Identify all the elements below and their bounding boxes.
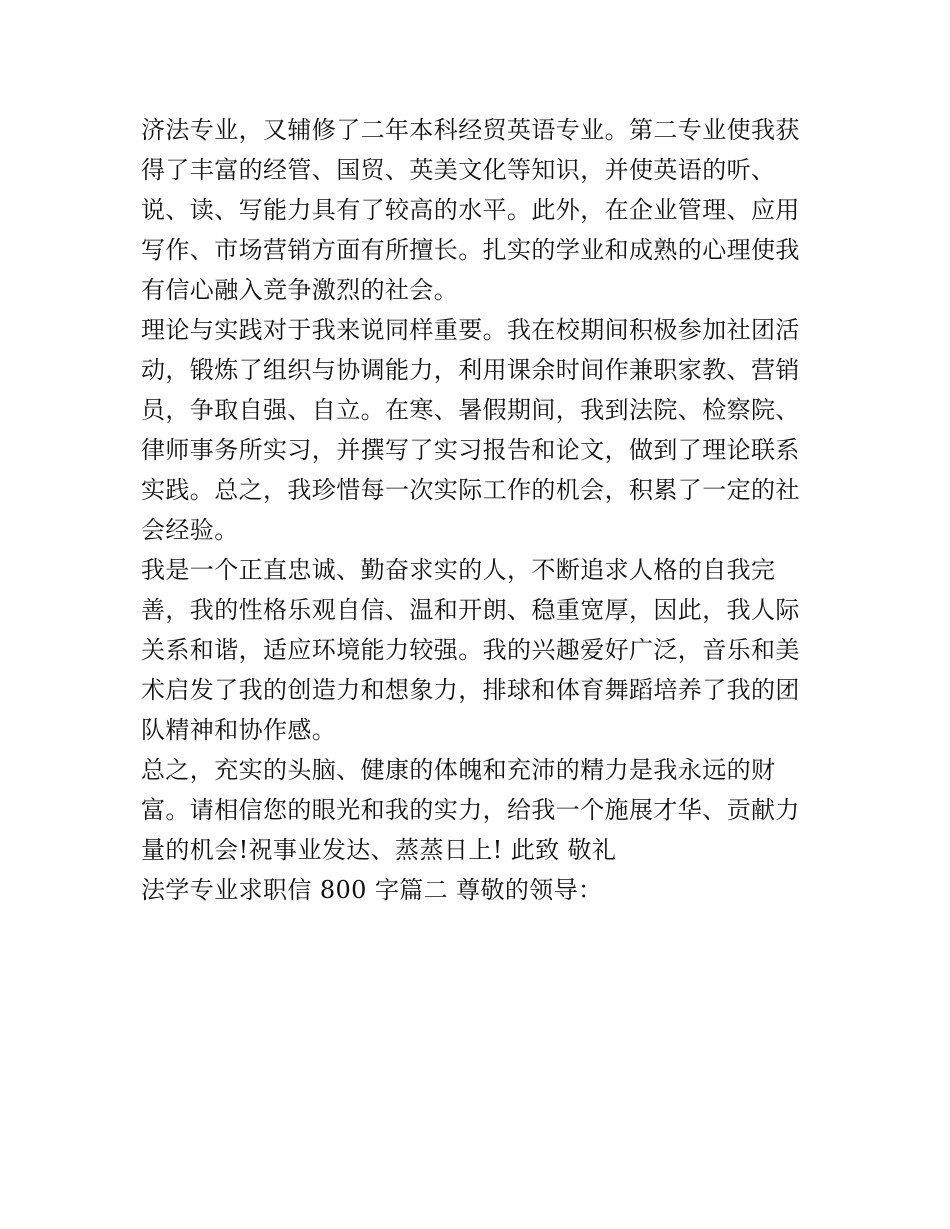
text-line: 队精神和协作感。 bbox=[141, 716, 337, 744]
section-heading-line: 法学专业求职信 800 字篇二 尊敬的领导： bbox=[141, 876, 603, 904]
text-line: 动，锻炼了组织与协调能力，利用课余时间作兼职家教、营销 bbox=[141, 356, 800, 384]
paragraph-education bbox=[141, 110, 813, 310]
text-line: 量的机会!祝事业发达、蒸蒸日上! 此致 敬礼 bbox=[141, 836, 617, 864]
paragraph-personality bbox=[141, 550, 813, 750]
text-line: 富。请相信您的眼光和我的实力，给我一个施展才华、贡献力 bbox=[141, 796, 800, 824]
text-line: 会经验。 bbox=[141, 516, 239, 544]
document-body bbox=[141, 110, 813, 910]
text-line: 有信心融入竞争激烈的社会。 bbox=[141, 276, 459, 304]
text-line: 说、读、写能力具有了较高的水平。此外，在企业管理、应用 bbox=[141, 196, 800, 224]
paragraph-next-section bbox=[141, 870, 813, 910]
text-line: 律师事务所实习，并撰写了实习报告和论文，做到了理论联系 bbox=[141, 436, 800, 464]
text-line: 我是一个正直忠诚、勤奋求实的人，不断追求人格的自我完 bbox=[141, 556, 776, 584]
text-line: 善，我的性格乐观自信、温和开朗、稳重宽厚，因此，我人际 bbox=[141, 596, 800, 624]
paragraph-closing bbox=[141, 750, 813, 870]
text-line: 济法专业，又辅修了二年本科经贸英语专业。第二专业使我获 bbox=[141, 116, 800, 144]
paragraph-practice bbox=[141, 310, 813, 550]
text-line: 实践。总之，我珍惜每一次实际工作的机会，积累了一定的社 bbox=[141, 476, 800, 504]
text-line: 理论与实践对于我来说同样重要。我在校期间积极参加社团活 bbox=[141, 316, 800, 344]
text-line: 术启发了我的创造力和想象力，排球和体育舞蹈培养了我的团 bbox=[141, 676, 800, 704]
text-line: 得了丰富的经管、国贸、英美文化等知识，并使英语的听、 bbox=[141, 156, 776, 184]
text-line: 写作、市场营销方面有所擅长。扎实的学业和成熟的心理使我 bbox=[141, 236, 800, 264]
text-line: 总之，充实的头脑、健康的体魄和充沛的精力是我永远的财 bbox=[141, 756, 776, 784]
text-line: 关系和谐，适应环境能力较强。我的兴趣爱好广泛，音乐和美 bbox=[141, 636, 800, 664]
text-line: 员，争取自强、自立。在寒、暑假期间，我到法院、检察院、 bbox=[141, 396, 800, 424]
